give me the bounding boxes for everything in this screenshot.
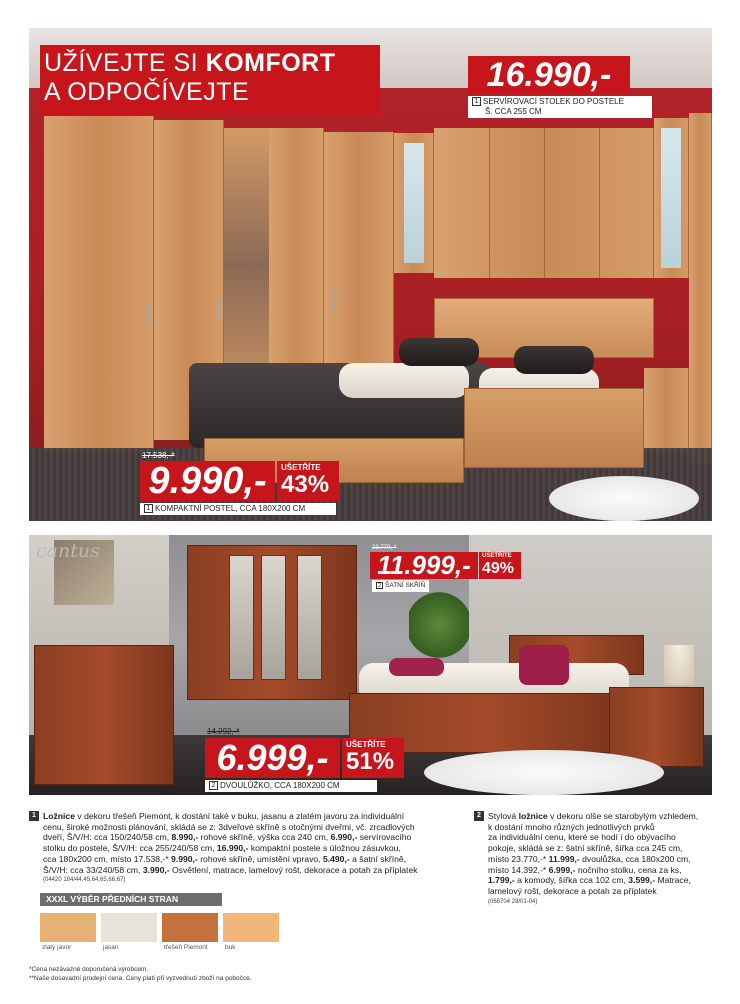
rug: [424, 750, 664, 795]
wardrobe-door: [44, 116, 154, 451]
chest-of-drawers: [34, 645, 174, 785]
wardrobe-mirror: [261, 555, 286, 680]
wardrobe-mirror: [229, 555, 254, 680]
frosted-glass: [404, 143, 424, 263]
swatch-label: buk: [225, 944, 236, 951]
swatch-jasan: [101, 913, 157, 942]
plant: [409, 590, 469, 660]
bed-frame-side: [464, 388, 644, 468]
old-price: 23.770,-*: [372, 545, 397, 551]
handle: [217, 298, 219, 320]
footnote-2: **Naše dosavadní prodejní cena. Ceny platí při vyzvednutí zboží na pobočce.: [29, 975, 252, 982]
savings-badge: UŠETŘÍTE 51%: [342, 738, 404, 778]
old-price: 14.292,-*: [207, 727, 240, 736]
divider: [599, 128, 600, 278]
product-label: 2 DVOULŮŽKO, CCA 180X200 CM: [205, 780, 377, 792]
price-tag: 9.990,-: [140, 461, 275, 501]
wardrobe-mirror: [297, 555, 322, 680]
sheepskin-rug: [549, 476, 699, 521]
swatch-label: třešeň Piemont: [164, 944, 208, 951]
nightstand: [644, 368, 689, 453]
savings-badge: UŠETŘÍTE 43%: [277, 461, 339, 501]
swatch-label: jasan: [103, 944, 119, 951]
description-1: 1 Ložnice v dekoru třešeň Piemont, k dostání také v buku, jasanu a zlatém javoru za individuální cenu, široké možnosti plánování, skládá se z: 3dveřové skříně s otočnými dveřmi, vč. zrcadlových dveří, Š/V/H: cca 150/240/58 cm, 8.990,- rohové skříně, výška cca 240 cm, 6.990,- servírovacího stolku do postele, Š/V/H: cca 255/240/58 cm, 16.990,- kompaktní postele s úložnou zásuvkou, cca 180x200 cm, místo 17.538,-* 9.990,- rohové skříně, umístění vpravo, 5.490,- a šatní skříně, Š/V/H: cca 33/240/58 cm, 3.990,- Osvětlení, matrace, lamelový rošt, dekorace a potah za příplatek (04420 184/44,45,64,65,66,67): [29, 811, 469, 886]
product-label: 1 SERVÍROVACÍ STOLEK DO POSTELE Š. CCA 255 CM: [468, 96, 652, 118]
mirror-door: [224, 128, 269, 378]
corner-wardrobe: [689, 113, 712, 463]
lamp: [664, 645, 694, 685]
swatch-zlaty-javor: [40, 913, 96, 942]
headline-line2: A ODPOČÍVEJTE: [44, 78, 250, 106]
handle: [334, 290, 336, 312]
product-label: 2 ŠATNÍ SKŘÍŇ: [372, 580, 429, 592]
savings-badge: UŠETŘÍTE 49%: [479, 552, 521, 579]
pillow-dark: [514, 346, 594, 374]
footnote-1: *Cena nezávazně doporučená výrobcem.: [29, 966, 149, 973]
pillow: [339, 363, 469, 398]
handle: [147, 303, 149, 325]
price-tag: 11.999,-: [370, 552, 478, 579]
divider: [489, 128, 490, 278]
description-2: 2 Stylová ložnice v dekoru olše se starobylým vzhledem, k dostání mnoho různých jednotlivých prvků za individuální cenu, které se hodí i do obývacího pokoje, skládá se z: šatní skříně, šířka cca 245 cm, místo 23.770,-* 11.999,- dvoulůžka, cca 180x200 cm, místo 14.392,-* 6.999,- nočního stolku, cena za ks, 1.799,- a komody, šířka cca 102 cm, 3.599,- Matrace, lamelový rošt, dekorace a potah za příplatek (068704 28/01-04): [474, 811, 714, 907]
divider: [544, 128, 545, 278]
product-label: 1 KOMPAKTNÍ POSTEL, CCA 180X200 CM: [140, 503, 336, 515]
pillow-dark: [399, 338, 479, 366]
wardrobe-door: [269, 128, 324, 398]
headline-line1: UŽÍVEJTE SI KOMFORT: [44, 49, 336, 77]
pink-pillow: [519, 645, 569, 685]
old-price: 17.538,-*: [142, 451, 175, 460]
price-tag: 6.999,-: [205, 738, 340, 778]
price-tag: 16.990,-: [468, 56, 630, 94]
wardrobe-door: [324, 132, 394, 382]
frosted-glass: [661, 128, 681, 268]
xxxl-selection-title: XXXL VÝBĚR PŘEDNÍCH STRAN: [40, 893, 222, 906]
brand-logo: cantus: [36, 540, 100, 562]
pink-pillow: [389, 658, 444, 676]
swatch-buk: [223, 913, 279, 942]
swatch-tresen-piemont: [162, 913, 218, 942]
swatch-label: zlatý javor: [42, 944, 72, 951]
